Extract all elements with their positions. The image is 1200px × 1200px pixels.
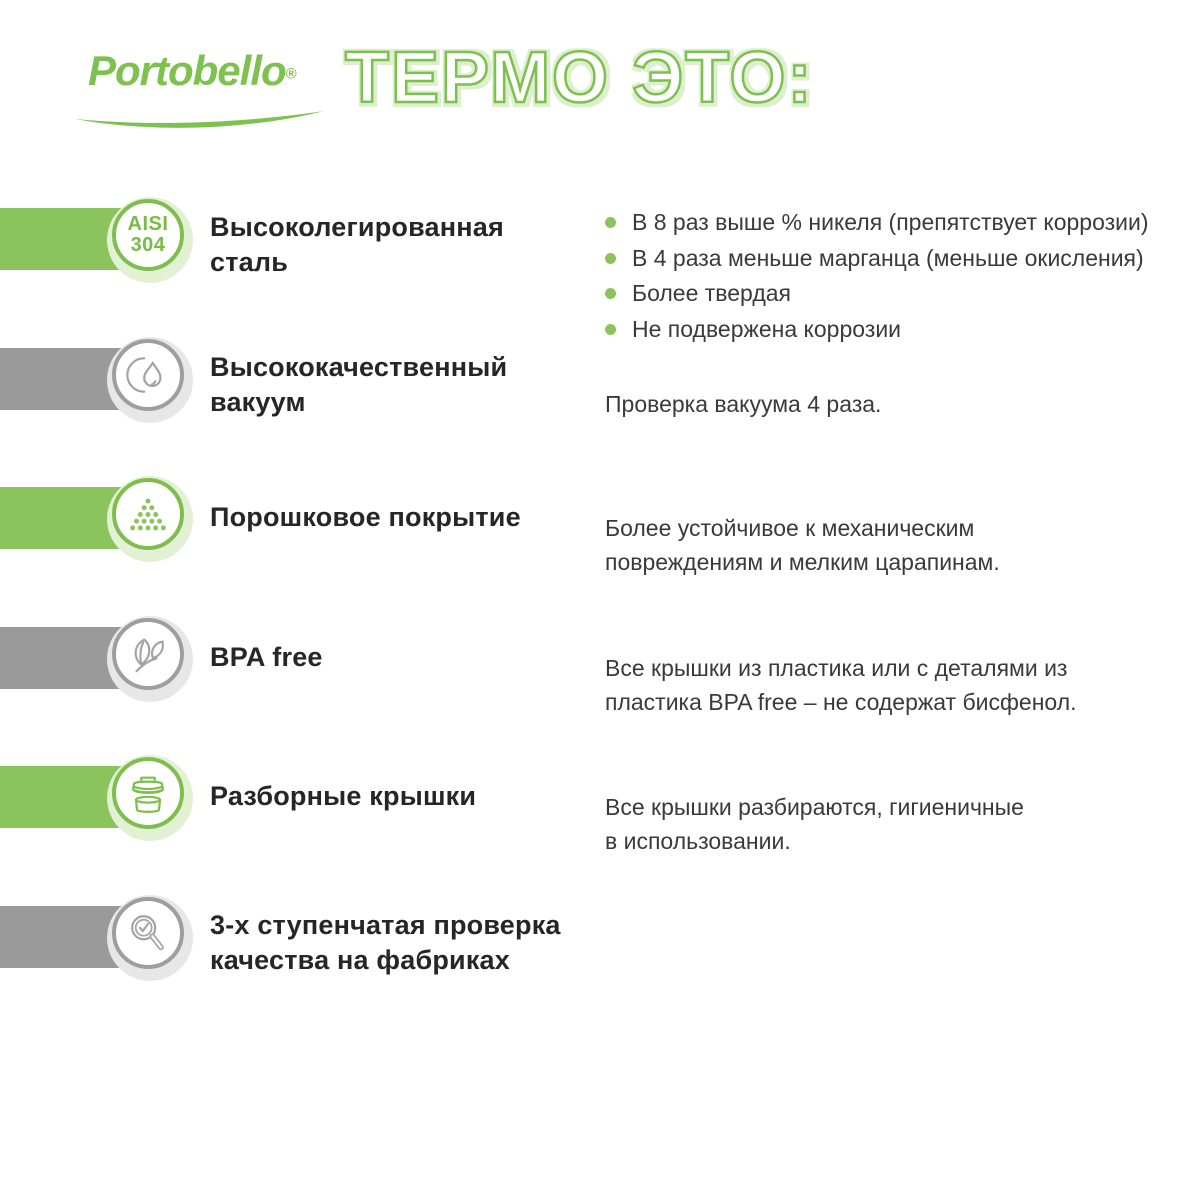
bullet-item: В 4 раза меньше марганца (меньше окисления) [605, 241, 1149, 277]
feature-icon-circle [112, 897, 184, 969]
bullet-item: Более твердая [605, 276, 1149, 312]
aisi-304-badge [112, 199, 184, 271]
feature-description: Проверка вакуума 4 раза. [605, 391, 882, 417]
feature-title: Порошковое покрытие [210, 502, 521, 532]
bullet-item: Не подвержена коррозии [605, 312, 1149, 348]
bullet-list [605, 205, 1149, 347]
feature-row-bpa [0, 627, 1200, 737]
feature-icon-circle [112, 618, 184, 690]
bullet-dot-icon [605, 324, 616, 335]
aisi-304-label: AISI 304 [127, 213, 169, 256]
portobello-logo [88, 47, 348, 94]
feature-description: Все крышки разбираются, гигиеничные в использовании. [605, 794, 1024, 854]
feature-title: Высококачественный вакуум [210, 352, 508, 417]
bullet-dot-icon [605, 288, 616, 299]
feature-title: Разборные крышки [210, 781, 477, 811]
feature-icon-circle [112, 339, 184, 411]
page-title: ТЕРМО ЭТО: [345, 38, 814, 118]
feature-icon-circle [112, 478, 184, 550]
logo-wordmark: Portobello [88, 47, 286, 94]
water-drop-icon [125, 352, 171, 398]
feature-title: BPA free [210, 642, 323, 672]
bullet-item: В 8 раз выше % никеля (препятствует коррозии) [605, 205, 1149, 241]
feature-title: 3-х ступенчатая проверка качества на фабриках [210, 910, 561, 975]
logo-swoosh-icon [72, 108, 328, 136]
feature-title: Высоколегированная сталь [210, 212, 504, 277]
bullet-dot-icon [605, 253, 616, 264]
feature-row-lids [0, 766, 1200, 876]
registered-mark: ® [285, 65, 297, 83]
feature-row-vacuum [0, 348, 1200, 458]
feature-description: Все крышки из пластика или с деталями из пластика BPA free – не содержат бисфенол. [605, 655, 1077, 715]
powder-dots-icon [125, 491, 171, 537]
feature-icon-circle [112, 757, 184, 829]
feature-row-powder [0, 487, 1200, 597]
feature-row-steel [0, 208, 1200, 342]
feature-row-quality [0, 906, 1200, 1016]
feature-description: Более устойчивое к механическим повреждениям и мелким царапинам. [605, 515, 1000, 575]
bullet-dot-icon [605, 217, 616, 228]
leaves-icon [125, 631, 171, 677]
magnifier-check-icon [125, 910, 171, 956]
lid-parts-icon [125, 770, 171, 816]
